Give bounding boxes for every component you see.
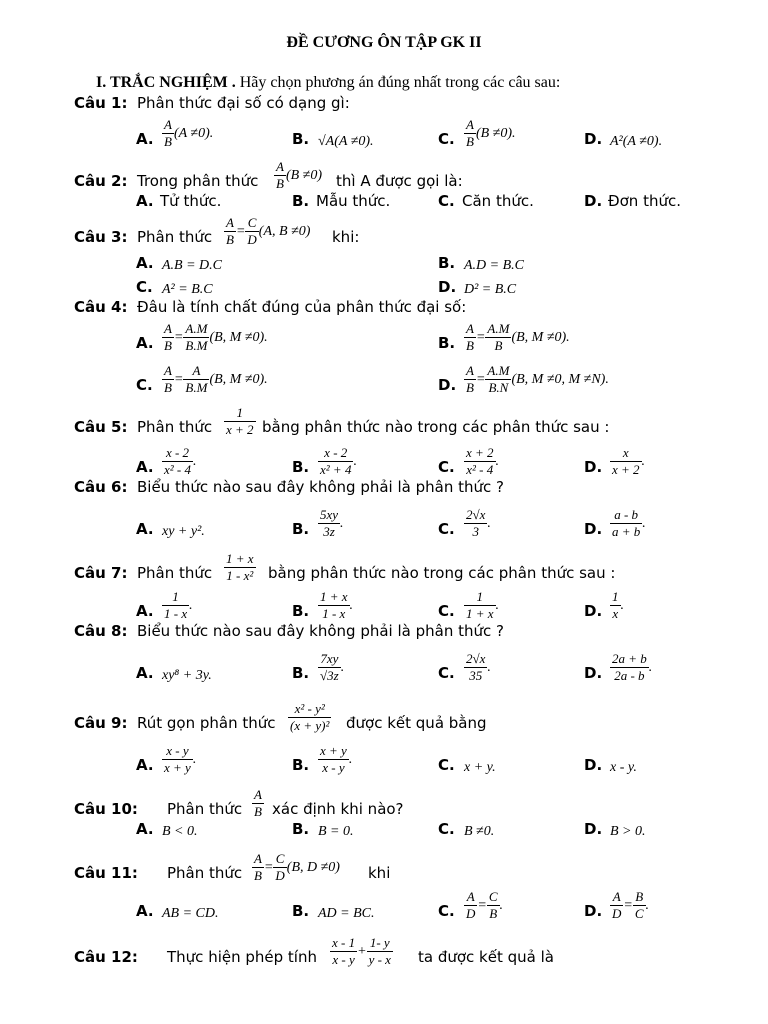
fraction: $\frac{2a + b}{2a - b}$ xyxy=(612,651,647,683)
question-3 xyxy=(74,215,764,250)
option-letter: B. xyxy=(292,602,310,620)
fraction: $\frac{A}{B}$ xyxy=(164,321,172,353)
option-letter: D. xyxy=(584,820,603,838)
option-letter: A. xyxy=(136,130,154,148)
option-value: $\frac{A}{B}$ = $\frac{A.M}{B.N}$ (B, M ≠0, M ≠N). xyxy=(466,363,609,395)
question-label: Câu 8: xyxy=(74,622,128,640)
option-value: $\frac{A}{B}$ (B ≠0). xyxy=(466,117,516,149)
option-value: $\frac{A}{D}$ = $\frac{B}{C}$ . xyxy=(612,889,650,921)
option-letter: D. xyxy=(584,602,603,620)
option-letter: A. xyxy=(136,820,154,838)
option-value: A.D = B.C xyxy=(464,258,524,273)
option-value: B < 0. xyxy=(162,824,198,839)
option-value: B = 0. xyxy=(318,824,354,839)
fraction: $\frac{C}{D}$ xyxy=(275,851,285,883)
fraction: $\frac{x - 2}{\text{x² - 4}}$ xyxy=(164,445,191,477)
option-letter: C. xyxy=(136,278,153,296)
option-value: $\frac{5xy}{3z}$ . xyxy=(320,507,344,539)
question-12 xyxy=(74,935,764,970)
option-letter: A. xyxy=(136,902,154,920)
question-math: $\frac{x - 1}{x - y}$ + $\frac{1- y}{y - x}$ xyxy=(332,935,391,967)
fraction: $\frac{A}{D}$ xyxy=(466,889,476,921)
option-value: B > 0. xyxy=(610,824,646,839)
option-letter: D. xyxy=(438,278,457,296)
option-value: $\frac{1}{1 + x}$ . xyxy=(466,589,500,621)
fraction: $\frac{x - 2}{\text{x² + 4}}$ xyxy=(320,445,352,477)
option-text: Tử thức. xyxy=(160,192,222,210)
option-value: $\frac{x - 2}{\text{x² - 4}}$ . xyxy=(164,445,197,477)
option-letter: B. xyxy=(292,458,310,476)
option-letter: C. xyxy=(438,192,455,210)
option-value: $\frac{2√x}{35}$ . xyxy=(466,651,491,683)
fraction: $\frac{B}{C}$ xyxy=(634,889,644,921)
option-letter: D. xyxy=(584,192,603,210)
question-math xyxy=(288,701,331,734)
question-8 xyxy=(74,614,764,644)
section-label: I. TRẮC NGHIỆM . xyxy=(96,74,236,91)
option-letter: A. xyxy=(136,192,154,210)
question-text-end: xác định khi nào? xyxy=(272,800,404,818)
option-value: $\frac{A}{B}$ = $\frac{A.M}{B.M}$ (B, M ≠0). xyxy=(164,321,268,353)
question-label: Câu 3: xyxy=(74,228,128,246)
fraction: $\frac{\text{x² - y²}}{\text{(x + y)²}}$ xyxy=(290,701,330,733)
fraction: $\frac{2√x}{3}$ xyxy=(466,507,486,539)
option-value: $\frac{1}{1 - x}$ . xyxy=(164,589,193,621)
question-math xyxy=(224,405,256,438)
question-text-end: thì A được gọi là: xyxy=(336,172,463,190)
question-text-end: bằng phân thức nào trong các phân thức sau : xyxy=(268,564,616,582)
question-text: Rút gọn phân thức xyxy=(137,714,276,732)
option-letter: C. xyxy=(438,520,455,538)
option-letter: A. xyxy=(136,756,154,774)
question-text: Phân thức xyxy=(137,564,213,582)
fraction: $\frac{A}{B}$ xyxy=(466,321,474,353)
option-letter: B. xyxy=(292,902,310,920)
option-letter: C. xyxy=(438,602,455,620)
option-value: $\frac{A}{D}$ = $\frac{C}{B}$ . xyxy=(466,889,504,921)
fraction: $\frac{1}{1 + x}$ xyxy=(466,589,494,621)
option-value: A²(A ≠0). xyxy=(610,134,663,149)
question-text: Biểu thức nào sau đây không phải là phân thức ? xyxy=(137,478,504,496)
option-value: xy⁸ + 3y. xyxy=(162,668,212,683)
question-math xyxy=(252,787,264,820)
fraction: $\frac{A}{B}$ xyxy=(164,363,172,395)
option-letter: C. xyxy=(438,130,455,148)
question-4 xyxy=(74,290,764,320)
question-text-end: bằng phân thức nào trong các phân thức sau : xyxy=(262,418,610,436)
option-value: xy + y². xyxy=(162,524,205,539)
option-value: AB = CD. xyxy=(162,906,219,921)
option-letter: D. xyxy=(584,458,603,476)
option-value: $\frac{2a + b}{2a - b}$ . xyxy=(612,651,653,683)
fraction: $\frac{A}{B}$ xyxy=(466,117,474,149)
question-text: Phân thức xyxy=(137,228,213,246)
fraction: $\frac{A}{B.M}$ xyxy=(185,363,208,395)
fraction: $\frac{A}{B}$ xyxy=(276,159,284,191)
option-letter: A. xyxy=(136,458,154,476)
option-value: $\frac{x + 2}{\text{x² - 4}}$ . xyxy=(466,445,500,477)
fraction: $\frac{1 + x}{1 - x}$ xyxy=(320,589,348,621)
fraction: $\frac{A}{B}$ xyxy=(254,787,262,819)
option-value: $\frac{x - y}{x + y}$ . xyxy=(164,743,197,775)
question-math xyxy=(224,551,256,584)
question-9 xyxy=(74,701,764,736)
fraction: $\frac{A}{B}$ xyxy=(226,215,234,247)
option-text: Mẫu thức. xyxy=(316,192,391,210)
option-value: $\frac{7xy}{√3z}$ . xyxy=(320,651,345,683)
option-letter: D. xyxy=(584,520,603,538)
document-title: ĐỀ CƯƠNG ÔN TẬP GK II xyxy=(286,34,482,51)
question-text: Phân thức xyxy=(137,418,213,436)
option-letter: C. xyxy=(438,756,455,774)
fraction: $\frac{1}{x + 2}$ xyxy=(226,405,254,437)
fraction: $\frac{1}{x}$ xyxy=(612,589,619,621)
option-value: √A(A ≠0). xyxy=(318,134,374,149)
question-10 xyxy=(74,787,764,822)
option-value: $\frac{1}{x}$ . xyxy=(612,589,624,621)
fraction: $\frac{x + 2}{\text{x² - 4}}$ xyxy=(466,445,494,477)
question-label: Câu 12: xyxy=(74,948,138,966)
fraction: $\frac{a - b}{a + b}$ xyxy=(612,507,641,539)
question-2 xyxy=(74,159,764,194)
option-value: $\frac{A}{B}$ (A ≠0). xyxy=(164,117,214,149)
option-letter: A. xyxy=(136,520,154,538)
option-letter: B. xyxy=(438,334,456,352)
fraction: $\frac{2√x}{35}$ xyxy=(466,651,486,683)
fraction: $\frac{A}{B}$ xyxy=(164,117,172,149)
option-value: x - y. xyxy=(610,760,637,775)
question-6 xyxy=(74,470,764,500)
question-label: Câu 6: xyxy=(74,478,128,496)
option-text: Đơn thức. xyxy=(608,192,681,210)
fraction: $\frac{A}{B}$ xyxy=(466,363,474,395)
option-letter: B. xyxy=(292,664,310,682)
option-letter: B. xyxy=(292,130,310,148)
option-letter: A. xyxy=(136,664,154,682)
option-value: D² = B.C xyxy=(464,282,517,297)
option-value: $\frac{A}{B}$ = $\frac{A.M}{B}$ (B, M ≠0). xyxy=(466,321,570,353)
question-text: Trong phân thức xyxy=(137,172,259,190)
question-text-end: được kết quả bằng xyxy=(346,714,487,732)
question-label: Câu 9: xyxy=(74,714,128,732)
question-label: Câu 11: xyxy=(74,864,138,882)
fraction: $\frac{7xy}{√3z}$ xyxy=(320,651,339,683)
option-letter: A. xyxy=(136,334,154,352)
question-11 xyxy=(74,851,764,886)
option-letter: C. xyxy=(438,458,455,476)
option-letter: D. xyxy=(584,664,603,682)
option-value: $\frac{x + y}{x - y}$ . xyxy=(320,743,353,775)
option-letter: A. xyxy=(136,254,154,272)
option-value: $\frac{2√x}{3}$ . xyxy=(466,507,491,539)
question-text-end: ta được kết quả là xyxy=(418,948,554,966)
fraction: $\frac{1 + x}{\text{1 - x²}}$ xyxy=(226,551,254,583)
question-text: Phân thức xyxy=(167,864,243,882)
fraction: $\frac{C}{B}$ xyxy=(488,889,498,921)
option-value: B ≠0. xyxy=(464,824,495,839)
question-label: Câu 1: xyxy=(74,94,128,112)
option-value: $\frac{A}{B}$ = $\frac{A}{B.M}$ (B, M ≠0). xyxy=(164,363,268,395)
option-value: $\frac{x - 2}{\text{x² + 4}}$ . xyxy=(320,445,357,477)
fraction: $\frac{A.M}{B}$ xyxy=(487,321,510,353)
question-label: Câu 4: xyxy=(74,298,128,316)
fraction: $\frac{A.M}{B.M}$ xyxy=(185,321,208,353)
fraction: $\frac{A}{B}$ xyxy=(254,851,262,883)
option-letter: D. xyxy=(584,902,603,920)
question-text: Biểu thức nào sau đây không phải là phân thức ? xyxy=(137,622,504,640)
fraction: $\frac{C}{D}$ xyxy=(247,215,257,247)
option-value: AD = BC. xyxy=(318,906,375,921)
option-letter: D. xyxy=(584,756,603,774)
fraction: $\frac{1- y}{y - x}$ xyxy=(368,935,391,967)
option-letter: B. xyxy=(292,520,310,538)
question-5 xyxy=(74,405,764,440)
fraction: $\frac{x - y}{x + y}$ xyxy=(164,743,191,775)
question-text: Đâu là tính chất đúng của phân thức đại số: xyxy=(137,298,467,316)
fraction: $\frac{x + y}{x - y}$ xyxy=(320,743,347,775)
question-7 xyxy=(74,551,764,586)
option-value: $\frac{x}{x + 2}$ . xyxy=(612,445,646,477)
question-text-end: khi xyxy=(368,864,391,882)
fraction: $\frac{A.M}{B.N}$ xyxy=(487,363,510,395)
fraction: $\frac{5xy}{3z}$ xyxy=(320,507,339,539)
option-letter: C. xyxy=(136,376,153,394)
fraction: $\frac{A}{D}$ xyxy=(612,889,622,921)
question-label: Câu 2: xyxy=(74,172,128,190)
option-value: x + y. xyxy=(464,760,496,775)
question-text-end: khi: xyxy=(332,228,360,246)
question-math: $\frac{A}{B}$ = $\frac{C}{D}$ (B, D ≠0) xyxy=(254,851,340,883)
option-value: $\frac{1 + x}{1 - x}$ . xyxy=(320,589,354,621)
question-math: $\frac{A}{B}$ (B ≠0) xyxy=(276,159,323,191)
question-label: Câu 7: xyxy=(74,564,128,582)
option-letter: C. xyxy=(438,820,455,838)
question-text: Phân thức đại số có dạng gì: xyxy=(137,94,350,112)
option-letter: D. xyxy=(584,130,603,148)
option-letter: B. xyxy=(292,192,310,210)
option-letter: D. xyxy=(438,376,457,394)
option-letter: B. xyxy=(292,756,310,774)
question-label: Câu 5: xyxy=(74,418,128,436)
question-1 xyxy=(74,86,764,116)
option-value: $\frac{a - b}{a + b}$ . xyxy=(612,507,646,539)
question-text: Phân thức xyxy=(167,800,243,818)
option-value: A² = B.C xyxy=(162,282,213,297)
fraction: $\frac{x}{x + 2}$ xyxy=(612,445,640,477)
question-label: Câu 10: xyxy=(74,800,138,818)
option-letter: C. xyxy=(438,664,455,682)
question-math: $\frac{A}{B}$ = $\frac{C}{D}$ (A, B ≠0) xyxy=(226,215,311,247)
fraction: $\frac{1}{1 - x}$ xyxy=(164,589,188,621)
option-letter: C. xyxy=(438,902,455,920)
option-text: Căn thức. xyxy=(462,192,534,210)
option-value: A.B = D.C xyxy=(162,258,222,273)
option-letter: A. xyxy=(136,602,154,620)
fraction: $\frac{x - 1}{x - y}$ xyxy=(332,935,356,967)
option-letter: B. xyxy=(292,820,310,838)
section-instruction: Hãy chọn phương án đúng nhất trong các câu sau: xyxy=(235,74,561,91)
option-letter: B. xyxy=(438,254,456,272)
question-text: Thực hiện phép tính xyxy=(167,948,317,966)
